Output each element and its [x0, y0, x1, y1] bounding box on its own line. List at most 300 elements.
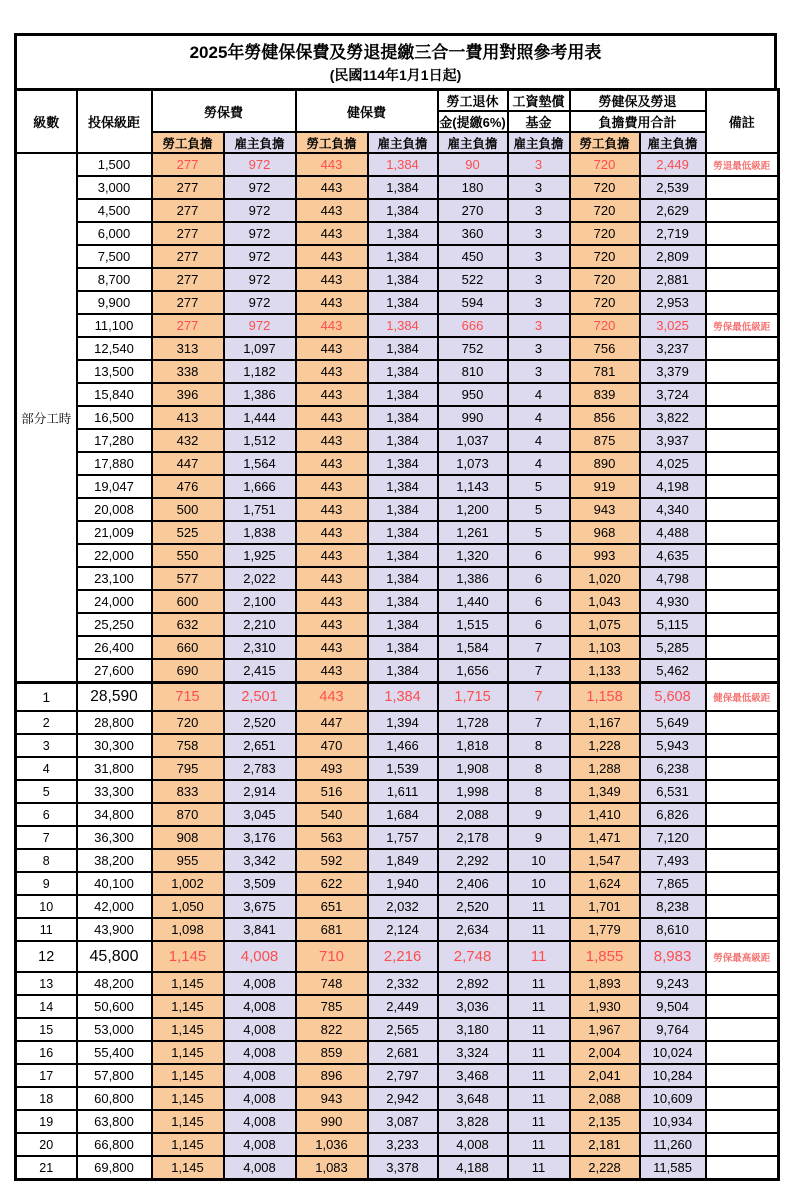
bracket-cell: 42,000: [77, 895, 152, 918]
table-row: [16, 567, 779, 590]
cell-labor-employee: 720: [152, 711, 224, 734]
bracket-cell: 20,008: [77, 498, 152, 521]
bracket-cell: 63,800: [77, 1110, 152, 1133]
cell-health-employer: 1,384: [368, 314, 438, 337]
cell-labor-employee: 660: [152, 636, 224, 659]
bracket-cell: 48,200: [77, 972, 152, 995]
cell-wage-fund-employer: 8: [508, 757, 570, 780]
cell-pension-employer: 180: [438, 176, 508, 199]
cell-labor-employer: 1,925: [224, 544, 296, 567]
cell-labor-employer: 1,444: [224, 406, 296, 429]
cell-health-employee: 443: [296, 544, 368, 567]
cell-labor-employer: 2,100: [224, 590, 296, 613]
cell-total-employer: 9,243: [640, 972, 706, 995]
cell-health-employer: 1,384: [368, 337, 438, 360]
cell-total-employer: 9,764: [640, 1018, 706, 1041]
level-cell: 21: [16, 1156, 77, 1180]
cell-labor-employer: 1,386: [224, 383, 296, 406]
note-cell: [706, 613, 779, 636]
cell-health-employee: 443: [296, 475, 368, 498]
table-row: [16, 199, 779, 222]
table-row: [16, 613, 779, 636]
bracket-cell: 12,540: [77, 337, 152, 360]
cell-labor-employee: 413: [152, 406, 224, 429]
note-cell: [706, 1110, 779, 1133]
cell-total-employee: 720: [570, 291, 640, 314]
cell-labor-employer: 2,415: [224, 659, 296, 683]
header-total-employee: 勞工負擔: [570, 132, 640, 153]
cell-total-employer: 5,608: [640, 683, 706, 712]
table-row: [16, 683, 779, 712]
cell-labor-employer: 972: [224, 268, 296, 291]
cell-pension-employer: 3,324: [438, 1041, 508, 1064]
level-cell: 19: [16, 1110, 77, 1133]
cell-total-employer: 6,826: [640, 803, 706, 826]
cell-health-employer: 1,384: [368, 406, 438, 429]
table-subtitle: (民國114年1月1日起): [329, 67, 462, 83]
cell-health-employee: 622: [296, 872, 368, 895]
cell-health-employee: 443: [296, 659, 368, 683]
note-cell: [706, 590, 779, 613]
level-cell: 7: [16, 826, 77, 849]
cell-health-employer: 1,384: [368, 429, 438, 452]
cell-total-employer: 3,822: [640, 406, 706, 429]
note-cell: [706, 1133, 779, 1156]
cell-labor-employee: 277: [152, 176, 224, 199]
cell-pension-employer: 2,292: [438, 849, 508, 872]
bracket-cell: 17,880: [77, 452, 152, 475]
cell-total-employee: 756: [570, 337, 640, 360]
level-cell: 3: [16, 734, 77, 757]
header-total-employer: 雇主負擔: [640, 132, 706, 153]
note-cell: [706, 245, 779, 268]
cell-health-employer: 2,216: [368, 941, 438, 972]
note-cell: [706, 176, 779, 199]
fee-reference-sheet: [14, 33, 777, 1181]
bracket-cell: 31,800: [77, 757, 152, 780]
cell-health-employee: 443: [296, 406, 368, 429]
header-wage-fund-line1: 工資墊償: [508, 90, 570, 112]
cell-health-employee: 443: [296, 429, 368, 452]
cell-wage-fund-employer: 3: [508, 153, 570, 176]
cell-wage-fund-employer: 4: [508, 429, 570, 452]
cell-health-employer: 1,384: [368, 659, 438, 683]
level-cell: 11: [16, 918, 77, 941]
cell-wage-fund-employer: 9: [508, 826, 570, 849]
cell-labor-employer: 4,008: [224, 1110, 296, 1133]
cell-total-employee: 720: [570, 199, 640, 222]
header-pension-line1: 勞工退休: [438, 90, 508, 112]
cell-pension-employer: 1,037: [438, 429, 508, 452]
cell-total-employee: 720: [570, 176, 640, 199]
cell-labor-employee: 758: [152, 734, 224, 757]
cell-total-employee: 720: [570, 222, 640, 245]
cell-labor-employer: 1,182: [224, 360, 296, 383]
cell-wage-fund-employer: 4: [508, 383, 570, 406]
header-labor-insurance: 勞保費: [152, 90, 296, 133]
cell-labor-employer: 4,008: [224, 1087, 296, 1110]
cell-labor-employer: 972: [224, 222, 296, 245]
table-title: 2025年勞健保保費及勞退提繳三合一費用對照參考用表: [189, 43, 602, 62]
cell-labor-employee: 795: [152, 757, 224, 780]
note-cell: [706, 849, 779, 872]
cell-health-employee: 443: [296, 613, 368, 636]
table-row: [16, 872, 779, 895]
cell-wage-fund-employer: 9: [508, 803, 570, 826]
cell-wage-fund-employer: 11: [508, 1156, 570, 1180]
cell-wage-fund-employer: 4: [508, 406, 570, 429]
cell-labor-employer: 1,751: [224, 498, 296, 521]
cell-health-employer: 1,384: [368, 475, 438, 498]
cell-labor-employee: 500: [152, 498, 224, 521]
cell-total-employer: 2,953: [640, 291, 706, 314]
note-cell: [706, 995, 779, 1018]
cell-health-employee: 540: [296, 803, 368, 826]
cell-health-employee: 443: [296, 222, 368, 245]
cell-health-employee: 516: [296, 780, 368, 803]
cell-pension-employer: 270: [438, 199, 508, 222]
note-cell: [706, 1064, 779, 1087]
cell-health-employer: 1,384: [368, 153, 438, 176]
cell-health-employee: 443: [296, 567, 368, 590]
cell-health-employer: 1,684: [368, 803, 438, 826]
note-cell: [706, 1041, 779, 1064]
cell-health-employer: 1,384: [368, 452, 438, 475]
cell-health-employer: 1,384: [368, 383, 438, 406]
note-cell: [706, 872, 779, 895]
cell-labor-employer: 4,008: [224, 1156, 296, 1180]
level-cell: 17: [16, 1064, 77, 1087]
cell-health-employer: 1,940: [368, 872, 438, 895]
header-pension-line2: 金(提繳6%): [438, 111, 508, 132]
cell-total-employee: 1,547: [570, 849, 640, 872]
cell-wage-fund-employer: 11: [508, 995, 570, 1018]
cell-total-employee: 993: [570, 544, 640, 567]
table-row: [16, 826, 779, 849]
level-cell: 15: [16, 1018, 77, 1041]
table-row: [16, 803, 779, 826]
cell-pension-employer: 2,406: [438, 872, 508, 895]
note-cell: [706, 452, 779, 475]
note-cell: [706, 803, 779, 826]
cell-health-employer: 2,032: [368, 895, 438, 918]
cell-pension-employer: 4,008: [438, 1133, 508, 1156]
cell-health-employer: 1,384: [368, 360, 438, 383]
cell-total-employee: 890: [570, 452, 640, 475]
cell-total-employer: 8,238: [640, 895, 706, 918]
header-total-line2: 負擔費用合計: [570, 111, 706, 132]
cell-health-employee: 443: [296, 360, 368, 383]
header-row-groups: [16, 90, 779, 112]
cell-labor-employer: 4,008: [224, 941, 296, 972]
cell-total-employee: 2,088: [570, 1087, 640, 1110]
cell-total-employer: 6,531: [640, 780, 706, 803]
cell-health-employer: 1,384: [368, 245, 438, 268]
cell-total-employee: 1,167: [570, 711, 640, 734]
cell-labor-employer: 3,176: [224, 826, 296, 849]
cell-health-employer: 1,611: [368, 780, 438, 803]
bracket-cell: 45,800: [77, 941, 152, 972]
note-cell: [706, 1018, 779, 1041]
cell-total-employer: 3,237: [640, 337, 706, 360]
cell-total-employer: 4,198: [640, 475, 706, 498]
bracket-cell: 55,400: [77, 1041, 152, 1064]
cell-labor-employer: 972: [224, 314, 296, 337]
cell-labor-employee: 1,145: [152, 1041, 224, 1064]
cell-health-employee: 748: [296, 972, 368, 995]
cell-health-employer: 2,449: [368, 995, 438, 1018]
cell-total-employer: 4,025: [640, 452, 706, 475]
bracket-cell: 50,600: [77, 995, 152, 1018]
cell-total-employee: 1,410: [570, 803, 640, 826]
cell-health-employee: 443: [296, 590, 368, 613]
cell-health-employee: 822: [296, 1018, 368, 1041]
note-cell: [706, 918, 779, 941]
cell-wage-fund-employer: 6: [508, 590, 570, 613]
cell-labor-employer: 2,022: [224, 567, 296, 590]
cell-wage-fund-employer: 11: [508, 1041, 570, 1064]
table-row: [16, 636, 779, 659]
table-row: [16, 475, 779, 498]
cell-wage-fund-employer: 11: [508, 918, 570, 941]
cell-total-employer: 3,937: [640, 429, 706, 452]
cell-health-employee: 443: [296, 452, 368, 475]
cell-pension-employer: 1,656: [438, 659, 508, 683]
note-cell: [706, 222, 779, 245]
bracket-cell: 9,900: [77, 291, 152, 314]
header-pension-employer: 雇主負擔: [438, 132, 508, 153]
header-bracket: 投保級距: [77, 90, 152, 154]
cell-total-employer: 10,609: [640, 1087, 706, 1110]
cell-labor-employer: 3,675: [224, 895, 296, 918]
header-health-employer: 雇主負擔: [368, 132, 438, 153]
cell-total-employee: 1,779: [570, 918, 640, 941]
cell-total-employee: 720: [570, 314, 640, 337]
cell-labor-employee: 277: [152, 268, 224, 291]
note-cell: [706, 567, 779, 590]
cell-health-employer: 1,384: [368, 291, 438, 314]
cell-wage-fund-employer: 3: [508, 245, 570, 268]
note-cell: [706, 521, 779, 544]
cell-total-employer: 7,493: [640, 849, 706, 872]
header-labor-employee: 勞工負擔: [152, 132, 224, 153]
bracket-cell: 33,300: [77, 780, 152, 803]
table-row: [16, 849, 779, 872]
table-row: [16, 521, 779, 544]
cell-health-employee: 443: [296, 383, 368, 406]
cell-labor-employer: 2,914: [224, 780, 296, 803]
header-note: 備註: [706, 90, 779, 154]
cell-health-employer: 1,384: [368, 521, 438, 544]
cell-health-employee: 1,036: [296, 1133, 368, 1156]
cell-labor-employee: 447: [152, 452, 224, 475]
cell-total-employee: 2,228: [570, 1156, 640, 1180]
cell-wage-fund-employer: 8: [508, 780, 570, 803]
cell-labor-employer: 4,008: [224, 1133, 296, 1156]
cell-labor-employer: 2,651: [224, 734, 296, 757]
cell-labor-employer: 1,564: [224, 452, 296, 475]
cell-labor-employer: 4,008: [224, 995, 296, 1018]
cell-labor-employee: 1,002: [152, 872, 224, 895]
cell-pension-employer: 1,998: [438, 780, 508, 803]
bracket-cell: 11,100: [77, 314, 152, 337]
cell-labor-employee: 1,145: [152, 1087, 224, 1110]
cell-total-employee: 2,181: [570, 1133, 640, 1156]
cell-wage-fund-employer: 3: [508, 222, 570, 245]
part-time-merged-cell: 部分工時: [16, 153, 77, 683]
cell-total-employer: 4,930: [640, 590, 706, 613]
cell-total-employee: 1,288: [570, 757, 640, 780]
cell-labor-employee: 1,145: [152, 995, 224, 1018]
cell-labor-employer: 4,008: [224, 1064, 296, 1087]
bracket-cell: 6,000: [77, 222, 152, 245]
cell-pension-employer: 1,440: [438, 590, 508, 613]
cell-labor-employer: 3,509: [224, 872, 296, 895]
table-row: [16, 1018, 779, 1041]
table-row: [16, 1087, 779, 1110]
bracket-cell: 28,800: [77, 711, 152, 734]
note-cell: [706, 1087, 779, 1110]
table-row: [16, 1156, 779, 1180]
table-row: [16, 1064, 779, 1087]
cell-labor-employer: 1,097: [224, 337, 296, 360]
bracket-cell: 1,500: [77, 153, 152, 176]
cell-total-employee: 1,043: [570, 590, 640, 613]
cell-pension-employer: 1,261: [438, 521, 508, 544]
cell-total-employee: 1,930: [570, 995, 640, 1018]
cell-health-employee: 443: [296, 245, 368, 268]
cell-wage-fund-employer: 4: [508, 452, 570, 475]
note-cell: [706, 734, 779, 757]
cell-total-employer: 5,115: [640, 613, 706, 636]
cell-total-employee: 720: [570, 245, 640, 268]
cell-total-employer: 3,724: [640, 383, 706, 406]
cell-total-employee: 1,893: [570, 972, 640, 995]
cell-pension-employer: 1,515: [438, 613, 508, 636]
table-row: [16, 360, 779, 383]
cell-health-employee: 443: [296, 636, 368, 659]
cell-health-employee: 563: [296, 826, 368, 849]
cell-health-employer: 1,394: [368, 711, 438, 734]
cell-total-employer: 2,809: [640, 245, 706, 268]
cell-total-employee: 839: [570, 383, 640, 406]
cell-total-employee: 1,624: [570, 872, 640, 895]
table-row: [16, 711, 779, 734]
cell-labor-employee: 432: [152, 429, 224, 452]
bracket-cell: 34,800: [77, 803, 152, 826]
cell-total-employee: 2,135: [570, 1110, 640, 1133]
cell-wage-fund-employer: 11: [508, 941, 570, 972]
table-row: [16, 337, 779, 360]
cell-labor-employee: 1,145: [152, 1133, 224, 1156]
cell-pension-employer: 3,036: [438, 995, 508, 1018]
bracket-cell: 23,100: [77, 567, 152, 590]
bracket-cell: 28,590: [77, 683, 152, 712]
cell-pension-employer: 752: [438, 337, 508, 360]
cell-health-employer: 1,539: [368, 757, 438, 780]
cell-health-employer: 1,757: [368, 826, 438, 849]
note-cell: [706, 337, 779, 360]
level-cell: 5: [16, 780, 77, 803]
cell-total-employee: 1,701: [570, 895, 640, 918]
table-row: [16, 659, 779, 683]
cell-wage-fund-employer: 3: [508, 337, 570, 360]
cell-pension-employer: 2,892: [438, 972, 508, 995]
cell-labor-employee: 1,145: [152, 1018, 224, 1041]
table-row: [16, 429, 779, 452]
cell-labor-employee: 277: [152, 222, 224, 245]
cell-pension-employer: 1,073: [438, 452, 508, 475]
cell-labor-employer: 2,210: [224, 613, 296, 636]
cell-total-employer: 7,120: [640, 826, 706, 849]
cell-labor-employer: 4,008: [224, 1018, 296, 1041]
cell-health-employer: 3,233: [368, 1133, 438, 1156]
bracket-cell: 30,300: [77, 734, 152, 757]
cell-wage-fund-employer: 11: [508, 1110, 570, 1133]
cell-total-employer: 6,238: [640, 757, 706, 780]
cell-labor-employee: 955: [152, 849, 224, 872]
cell-labor-employee: 277: [152, 245, 224, 268]
bracket-cell: 26,400: [77, 636, 152, 659]
cell-wage-fund-employer: 11: [508, 1064, 570, 1087]
cell-health-employee: 443: [296, 498, 368, 521]
cell-labor-employer: 2,783: [224, 757, 296, 780]
cell-health-employee: 1,083: [296, 1156, 368, 1180]
table-row: [16, 383, 779, 406]
table-body: [16, 153, 779, 1180]
cell-health-employer: 1,384: [368, 222, 438, 245]
cell-pension-employer: 1,728: [438, 711, 508, 734]
table-row: [16, 268, 779, 291]
note-cell: [706, 498, 779, 521]
cell-health-employer: 2,681: [368, 1041, 438, 1064]
cell-total-employee: 943: [570, 498, 640, 521]
table-row: [16, 734, 779, 757]
cell-pension-employer: 1,584: [438, 636, 508, 659]
cell-total-employer: 2,719: [640, 222, 706, 245]
table-row: [16, 1133, 779, 1156]
cell-total-employer: 11,585: [640, 1156, 706, 1180]
cell-health-employee: 990: [296, 1110, 368, 1133]
cell-health-employer: 1,384: [368, 613, 438, 636]
cell-health-employee: 651: [296, 895, 368, 918]
table-row: [16, 452, 779, 475]
cell-health-employee: 443: [296, 683, 368, 712]
cell-labor-employee: 908: [152, 826, 224, 849]
cell-total-employer: 10,024: [640, 1041, 706, 1064]
note-cell: [706, 383, 779, 406]
cell-total-employer: 8,610: [640, 918, 706, 941]
cell-health-employer: 2,942: [368, 1087, 438, 1110]
table-row: [16, 918, 779, 941]
cell-pension-employer: 90: [438, 153, 508, 176]
cell-labor-employee: 277: [152, 153, 224, 176]
cell-total-employer: 4,798: [640, 567, 706, 590]
bracket-cell: 69,800: [77, 1156, 152, 1180]
cell-total-employer: 5,943: [640, 734, 706, 757]
cell-health-employer: 2,797: [368, 1064, 438, 1087]
cell-wage-fund-employer: 10: [508, 849, 570, 872]
cell-wage-fund-employer: 3: [508, 199, 570, 222]
cell-pension-employer: 3,828: [438, 1110, 508, 1133]
level-cell: 6: [16, 803, 77, 826]
cell-pension-employer: 4,188: [438, 1156, 508, 1180]
cell-health-employer: 1,384: [368, 498, 438, 521]
cell-pension-employer: 2,178: [438, 826, 508, 849]
cell-wage-fund-employer: 3: [508, 360, 570, 383]
bracket-cell: 24,000: [77, 590, 152, 613]
bracket-cell: 7,500: [77, 245, 152, 268]
